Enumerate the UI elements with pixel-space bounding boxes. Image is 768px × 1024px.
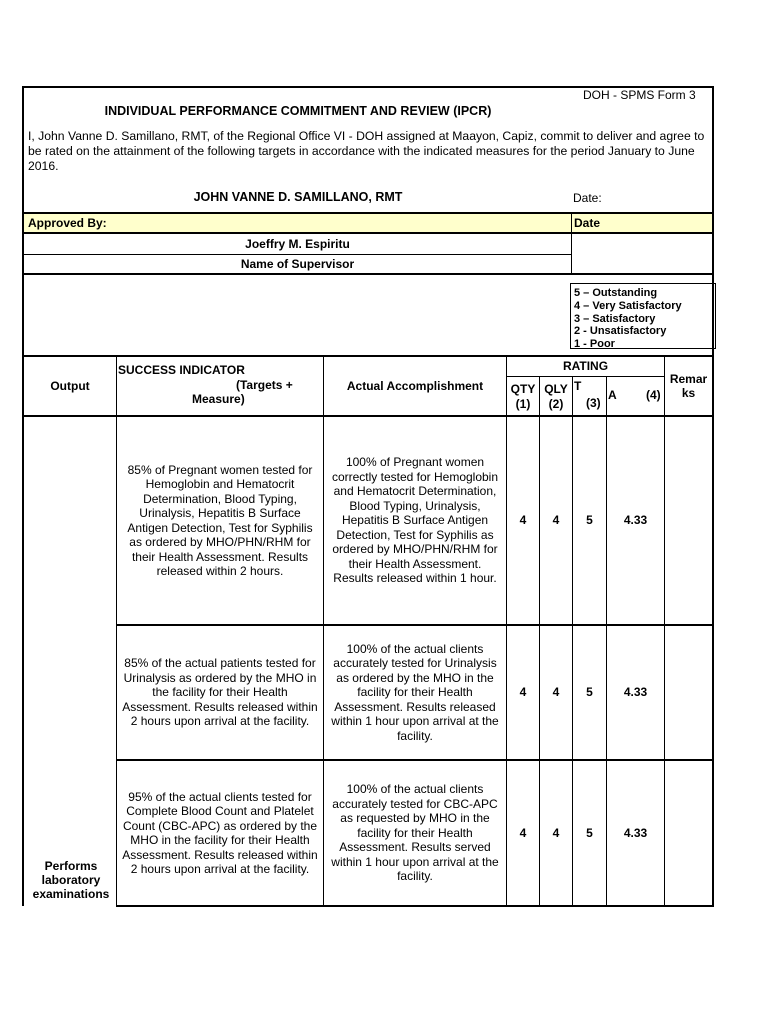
- header-t-text: T: [574, 379, 582, 393]
- header-success-indicator-text: SUCCESS INDICATOR: [118, 363, 245, 377]
- header-actual: [324, 357, 506, 415]
- row-a: 4.33: [623, 825, 648, 840]
- rating-scale-item: 5 – Outstanding: [574, 287, 658, 299]
- table-row-2-qly: [540, 626, 572, 759]
- employee-name: JOHN VANNE D. SAMILLANO, RMT: [193, 190, 403, 204]
- header-qty-text: QTY: [510, 382, 536, 396]
- form-id: DOH - SPMS Form 3: [583, 88, 696, 102]
- header-remarks-text: Remar: [669, 371, 708, 386]
- approval-date-label: Date: [574, 215, 601, 230]
- table-row-3-qty: [507, 761, 539, 905]
- header-qly: [540, 378, 572, 415]
- page-title: INDIVIDUAL PERFORMANCE COMMITMENT AND REVIEW (IPCR): [104, 104, 492, 118]
- frame-left-border: [22, 86, 24, 906]
- table-row-1-a: [607, 417, 664, 624]
- table-row-1-t: [573, 417, 606, 624]
- row-a: 4.33: [623, 513, 648, 528]
- row-actual-text: 100% of the actual clients accurately tested for CBC-APC as requested by MHO in the facility for their Health Assessment. Results served within 1 hour upon arrival at the facility.: [331, 782, 499, 884]
- employee-date-label: Date:: [573, 191, 602, 205]
- table-row-1-qty: [507, 417, 539, 624]
- table-row-2-indicator: [117, 626, 323, 759]
- row-qty: 4: [519, 513, 527, 528]
- row3-bottom-border: [116, 905, 714, 907]
- approved-by-cell: [24, 212, 572, 234]
- table-row-2-a: [607, 626, 664, 759]
- col-border-a: [664, 355, 665, 907]
- header-output-text: Output: [50, 378, 90, 393]
- header-rating-text: RATING: [562, 359, 609, 374]
- row-a: 4.33: [623, 685, 648, 700]
- row-indicator-text: 85% of Pregnant women tested for Hemoglobin and Hematocrit Determination, Blood Typing, Urinalysis, Hepatitis B Surface Antigen Detection, Test for Syphilis as ordered by MHO/PHN/RHM for their Health Assessment. Results released within 2 hours.: [127, 462, 313, 578]
- row-qty: 4: [519, 825, 527, 840]
- row-indicator-text: 95% of the actual clients tested for Complete Blood Count and Platelet Count (CBC-APC) as ordered by the MHO in the facility for their Health Assessment. Results released within 2 hours upon arrival at the facility.: [122, 789, 318, 876]
- approved-by-label: Approved By:: [28, 215, 107, 230]
- supervisor-name: [24, 234, 572, 255]
- row-indicator-text: 85% of the actual patients tested for Urinalysis as ordered by the MHO in the facility for their Health Assessment. Results released within 2 hours upon arrival at the facility.: [122, 656, 318, 729]
- approval-date-cell: [572, 212, 712, 234]
- table-row-3-actual: [324, 761, 506, 905]
- header-output: [24, 357, 116, 415]
- row-qly: 4: [552, 825, 560, 840]
- table-row-2-t: [573, 626, 606, 759]
- supervisor-name-text: Joeffry M. Espiritu: [245, 236, 350, 251]
- header-remarks: [665, 357, 712, 415]
- header-rating: [507, 357, 664, 376]
- rating-scale: [574, 287, 682, 351]
- header-success-indicator: [118, 363, 322, 407]
- table-row-3-qly: [540, 761, 572, 905]
- header-qly-num: (2): [548, 396, 564, 411]
- row-qly: 4: [552, 685, 560, 700]
- header-qty-num: (1): [515, 396, 531, 411]
- header-t: [574, 379, 606, 415]
- row-t: 5: [586, 825, 593, 840]
- rating-scale-item: 2 - Unsatisfactory: [574, 325, 667, 338]
- rating-sub-border: [506, 376, 664, 377]
- row-t: 5: [586, 685, 593, 700]
- output-label: Performs laboratory examinations: [32, 859, 110, 901]
- rating-scale-item: 4 – Very Satisfactory: [574, 299, 682, 312]
- frame-right-border: [712, 86, 714, 906]
- header-success-indicator-sub1: (Targets +: [236, 377, 293, 392]
- table-row-1-actual: [324, 417, 506, 624]
- header-a-num: (4): [646, 388, 661, 402]
- header-a-text: A: [608, 388, 617, 402]
- table-row-3-t: [573, 761, 606, 905]
- row-actual-text: 100% of Pregnant women correctly tested for Hemoglobin and Hematocrit Determination, Blood Typing, Urinalysis, Hepatitis B Surface Antigen Detection, Test for Syphilis as ordered by MHO/PHN/RHM for their Health Assessment. Results released within 1 hour.: [331, 455, 499, 586]
- table-row-3-indicator: [117, 761, 323, 905]
- header-qly-text: QLY: [544, 382, 568, 396]
- table-row-3-a: [607, 761, 664, 905]
- table-row-2-actual: [324, 626, 506, 759]
- row-actual-text: 100% of the actual clients accurately tested for Urinalysis as ordered by the MHO in the facility for their Health Assessment. Results released within 1 hour upon arrival at the facility.: [331, 641, 499, 743]
- supervisor-title-text: Name of Supervisor: [240, 256, 355, 271]
- table-row-1-indicator: [117, 417, 323, 624]
- header-actual-text: Actual Accomplishment: [346, 378, 484, 393]
- table-row-2-qty: [507, 626, 539, 759]
- header-t-num: (3): [586, 396, 601, 410]
- commitment-text: I, John Vanne D. Samillano, RMT, of the Regional Office VI - DOH assigned at Maayon, Capiz, commit to deliver and agree to be rated on the attainment of the following targets in accordance with the indicated measures for the period January to June 2016.: [28, 129, 705, 173]
- row-t: 5: [586, 513, 593, 528]
- header-qty: [507, 378, 539, 415]
- rating-scale-item: 1 - Poor: [574, 338, 615, 351]
- header-success-indicator-sub2: Measure): [192, 392, 245, 406]
- row-qly: 4: [552, 513, 560, 528]
- supervisor-title: [24, 255, 572, 275]
- row-qty: 4: [519, 685, 527, 700]
- table-row-1-qly: [540, 417, 572, 624]
- header-remarks-text-2: ks: [681, 386, 696, 400]
- approval-date-bottom-border: [572, 273, 714, 275]
- rating-scale-item: 3 – Satisfactory: [574, 312, 656, 325]
